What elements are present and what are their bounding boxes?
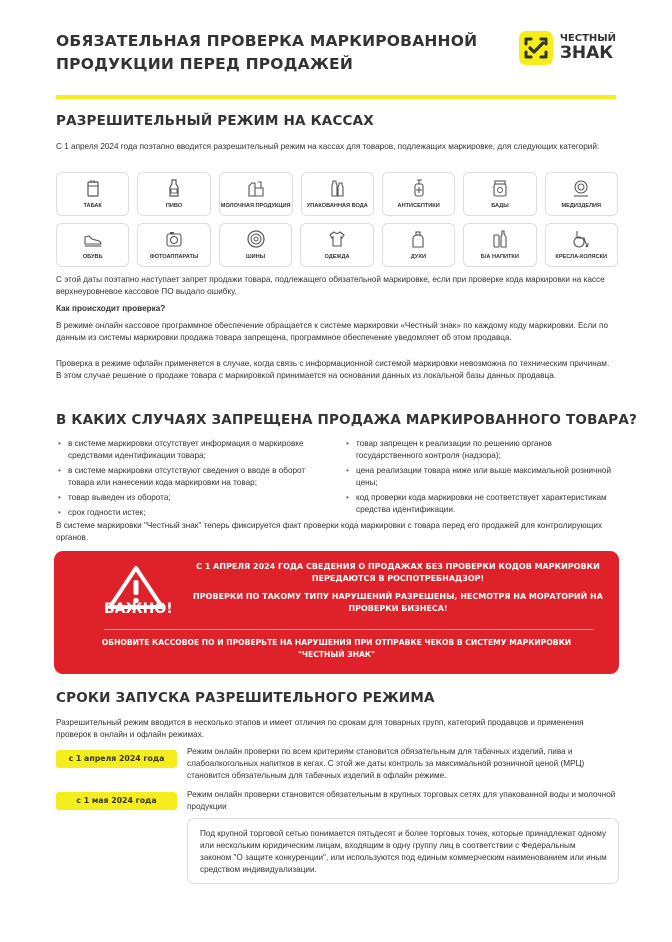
section-title-permissive-mode: РАЗРЕШИТЕЛЬНЫЙ РЕЖИМ НА КАССАХ — [56, 113, 374, 129]
category-label: МОЛОЧНАЯ ПРОДУКЦИЯ — [220, 203, 291, 209]
category-label: ОБУВЬ — [82, 254, 103, 260]
prohibited-cases-left — [56, 438, 328, 522]
logo-wordmark — [560, 34, 616, 62]
page-header — [56, 30, 616, 86]
alert-divider — [104, 629, 594, 630]
wheelchair-icon — [571, 229, 591, 249]
category-tile-medical — [545, 172, 618, 216]
prohibited-cases-right — [344, 438, 616, 522]
category-tile-supplements — [463, 172, 536, 216]
category-label: ФОТОАППАРАТЫ — [149, 254, 199, 260]
online-check-text: В режиме онлайн кассовое программное обеспечение обращается к системе маркировки «Честный знак» по каждому коду маркировки. Если по данным из системы маркировки продажа товара запрещена, программное обеспечение уведомляет об этом продавца. — [56, 321, 609, 342]
category-label: МЕДИЗДЕЛИЯ — [561, 203, 602, 209]
category-label: ДУХИ — [410, 254, 427, 260]
category-tile-wheelchairs — [545, 223, 618, 267]
large-chain-note: Под крупной торговой сетью понимается пятьдесят и более торговых точек, которые принадлежат одному или нескольким юридическим лицам, входящим в одну группу лиц в соответствии с Федеральным законом "О защите конкуренции", или используются под единым коммерческим наименованием или иным средством индивидуализации. — [187, 818, 619, 884]
category-tile-antiseptic — [382, 172, 455, 216]
category-tile-soft-drinks — [463, 223, 536, 267]
soft-drinks-icon — [490, 229, 510, 249]
section-2-footer: В системе маркировки "Честный знак" теперь фиксируется факт проверки кода маркировки с товара перед его продажей для контролирующих органов. — [56, 521, 603, 542]
list-item: • в системе маркировки отсутствует информация о маркировке средствами идентификации товара; — [56, 438, 328, 462]
category-label: ОДЕЖДА — [324, 254, 350, 260]
category-label: УПАКОВАННАЯ ВОДА — [306, 203, 368, 209]
section-title-prohibited-cases: В КАКИХ СЛУЧАЯХ ЗАПРЕЩЕНА ПРОДАЖА МАРКИРОВАННОГО ТОВАРА? — [56, 412, 638, 428]
section-3-intro: Разрешительный режим вводится в несколько этапов и имеет отличия по срокам для товарных групп, категорий продавцов и применения проверок в онлайн и офлайн режимах. — [56, 718, 584, 739]
water-icon — [327, 178, 347, 198]
chestny-znak-logo — [518, 30, 616, 66]
stage-may-text: Режим онлайн проверки становится обязательным в крупных торговых сетях для упакованной воды и молочной продукции — [187, 790, 616, 811]
header-divider — [56, 95, 616, 99]
list-item: • код проверки кода маркировки не соответствует характеристикам средства идентификации. — [344, 492, 616, 516]
logo-line-2: ЗНАК — [559, 43, 614, 63]
category-label: ШИНЫ — [245, 254, 266, 260]
shoe-icon — [83, 229, 103, 249]
category-tile-beer — [137, 172, 210, 216]
category-row-2 — [56, 223, 618, 267]
category-label: КРЕСЛА-КОЛЯСКИ — [555, 254, 608, 260]
antiseptic-icon — [409, 178, 429, 198]
category-label: АНТИСЕПТИКИ — [397, 203, 440, 209]
perfume-icon — [408, 229, 428, 249]
category-tiles — [56, 172, 618, 274]
prohibited-cases-lists — [56, 438, 616, 522]
important-alert-banner — [54, 551, 619, 674]
list-item: • в системе маркировки отсутствуют сведения о вводе в оборот товара или нанесении кода маркировки на товар; — [56, 465, 328, 489]
section-1-intro: С 1 апреля 2024 года поэтапно вводится разрешительный режим на кассах для товаров, подлежащих маркировке, для следующих категорий: — [56, 142, 600, 151]
supplements-icon — [490, 178, 510, 198]
category-tile-water — [301, 172, 374, 216]
category-label: Б/А НАПИТКИ — [480, 254, 519, 260]
category-label: ТАБАК — [83, 203, 102, 209]
page-title-line-1: ОБЯЗАТЕЛЬНАЯ ПРОВЕРКА МАРКИРОВАННОЙ — [56, 32, 478, 50]
category-tile-dairy — [219, 172, 293, 216]
alert-line-2: ПРОВЕРКИ ПО ТАКОМУ ТИПУ НАРУШЕНИЙ РАЗРЕШЕНЫ, НЕСМОТРЯ НА МОРАТОРИЙ НА ПРОВЕРКИ БИЗНЕСА! — [193, 592, 603, 613]
category-label: ПИВО — [165, 203, 183, 209]
section-title-launch-dates: СРОКИ ЗАПУСКА РАЗРЕШИТЕЛЬНОГО РЕЖИМА — [56, 690, 435, 706]
list-item: • товар выведен из оборота; — [56, 492, 328, 504]
camera-icon — [164, 229, 184, 249]
category-tile-tobacco — [56, 172, 129, 216]
alert-message — [188, 561, 608, 621]
tire-icon — [246, 229, 266, 249]
category-tile-perfume — [382, 223, 455, 267]
date-badge-may: с 1 мая 2024 года — [56, 792, 177, 810]
list-item: • цена реализации товара ниже или выше максимальной розничной цены; — [344, 465, 616, 489]
category-tile-tires — [219, 223, 292, 267]
tobacco-icon — [83, 178, 103, 198]
chestny-znak-logo-icon — [518, 30, 554, 66]
category-tile-cameras — [137, 223, 210, 267]
alert-line-1: С 1 АПРЕЛЯ 2024 ГОДА СВЕДЕНИЯ О ПРОДАЖАХ БЕЗ ПРОВЕРКИ КОДОВ МАРКИРОВКИ ПЕРЕДАЮТСЯ В РОСПОТРЕБНАДЗОР! — [196, 562, 600, 583]
how-check-heading: Как происходит проверка? — [56, 304, 166, 313]
category-tile-shoes — [56, 223, 129, 267]
date-badge-april: с 1 апреля 2024 года — [56, 750, 177, 768]
list-item: • срок годности истек; — [56, 507, 328, 519]
logo-line-1: ЧЕСТНЫЙ — [559, 33, 616, 44]
category-row-1 — [56, 172, 618, 216]
medical-device-icon — [571, 178, 591, 198]
category-tile-clothing — [300, 223, 373, 267]
clothing-icon — [327, 229, 347, 249]
offline-check-text: Проверка в режиме офлайн применяется в случае, когда связь с информационной системой маркировки невозможна по техническим причинам. В этом случае решение о продаже товара с маркировкой принимается на основании данных из локальной базы данных продавца. — [56, 359, 610, 380]
dairy-icon — [246, 178, 266, 198]
stage-april-text: Режим онлайн проверки по всем критериям становится обязательным для табачных изделий, пива и слабоалкогольных напитков в кегах. С этой же даты контроль за максимальной розничной ценой (МРЦ) становится обязательным для табачных изделий в офлайн режиме. — [187, 747, 585, 780]
page-title-line-2: ПРОДУКЦИИ ПЕРЕД ПРОДАЖЕЙ — [56, 55, 354, 73]
alert-call-to-action: ОБНОВИТЕ КАССОВОЕ ПО И ПРОВЕРЬТЕ НА НАРУШЕНИЯ ПРИ ОТПРАВКЕ ЧЕКОВ В СИСТЕМУ МАРКИРОВКИ "ЧЕСТНЫЙ ЗНАК" — [101, 638, 572, 659]
sales-ban-text: С этой даты поэтапно наступает запрет продажи товара, подлежащего обязательной маркировке, если при проверке кода маркировки на кассе верхнеуровневое кассовое ПО выдало ошибку. — [56, 275, 605, 296]
beer-icon — [164, 178, 184, 198]
category-label: БАДЫ — [491, 203, 509, 209]
list-item: • товар запрещен к реализации по решению органов государственного контроля (надзора); — [344, 438, 616, 462]
important-label: ВАЖНО! — [104, 601, 173, 617]
